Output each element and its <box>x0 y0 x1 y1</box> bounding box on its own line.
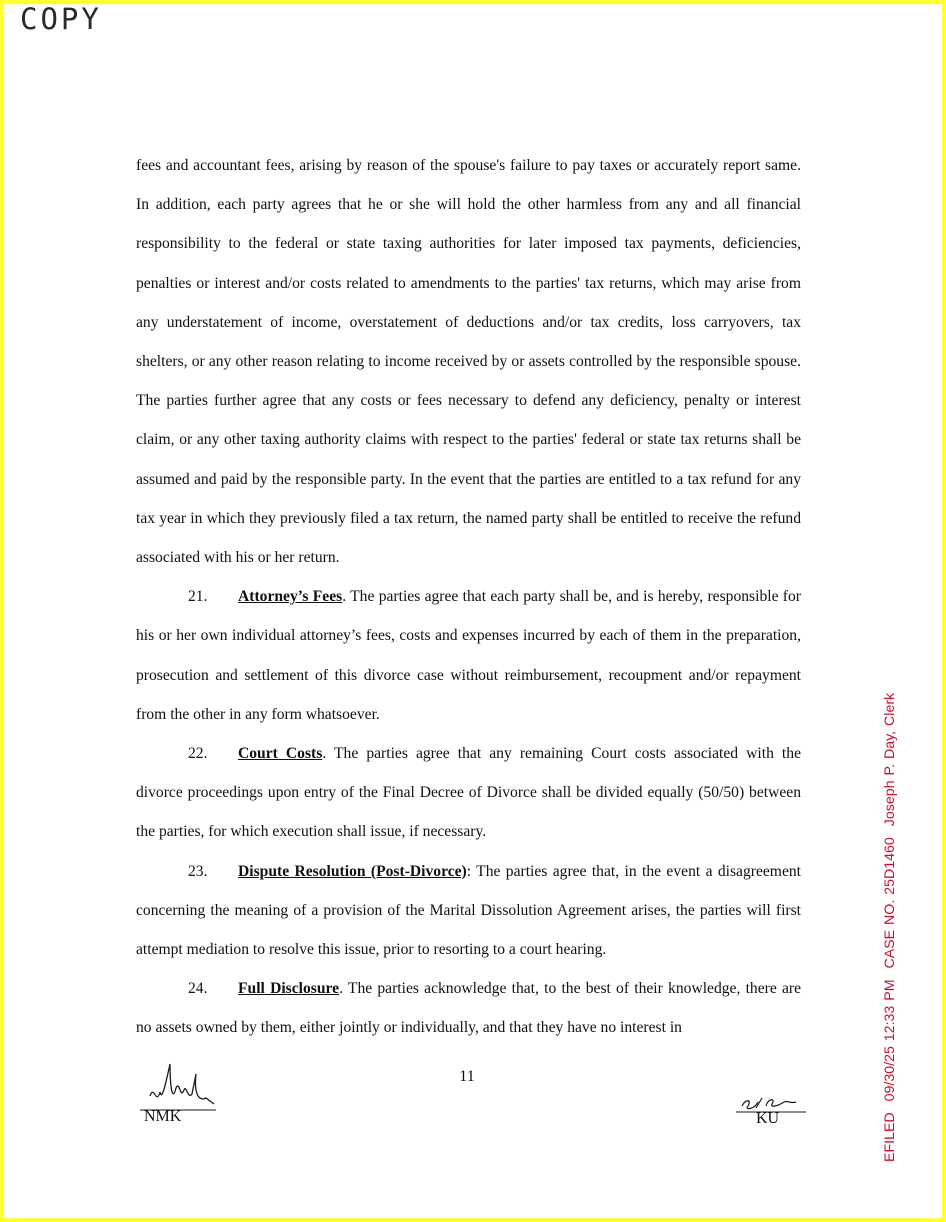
agreement-body <box>136 146 801 1048</box>
efiled-case-number: CASE NO. 25D1460 <box>882 837 898 969</box>
paragraph-23 <box>136 852 801 970</box>
paragraph-24 <box>136 969 801 1047</box>
efiled-stamp <box>882 687 898 1162</box>
efiled-label: EFILED <box>882 1112 898 1162</box>
paragraph-number: 21. <box>188 588 208 606</box>
paragraph-21 <box>136 577 801 734</box>
paragraph-heading: Dispute Resolution (Post-Divorce) <box>238 862 467 880</box>
paragraph-tax-continuation: fees and accountant fees, arising by reason of the spouse's failure to pay taxes or accurately report same. In addition, each party agrees that he or she will hold the other harmless from any and all financial responsibility to the federal or state taxing authorities for later imposed tax payments, deficiencies, penalties or interest and/or costs related to amendments to the parties' tax returns, which may arise from any understatement of income, overstatement of deductions and/or tax credits, loss carryovers, tax shelters, or any other reason relating to income received by or assets controlled by the responsible spouse. The parties further agree that any costs or fees necessary to defend any deficiency, penalty or interest claim, or any other taxing authority claims with respect to the parties' federal or state tax returns shall be assumed and paid by the responsible party. In the event that the parties are entitled to a tax refund for any tax year in which they previously filed a tax return, the named party shall be entitled to receive the refund associated with his or her return. <box>136 157 801 567</box>
paragraph-number: 23. <box>188 862 208 880</box>
paragraph-number: 22. <box>188 745 208 763</box>
paragraph-text: : The parties agree that, in the event a disagreement concerning the meaning of a provision of the Marital Dissolution Agreement arises, the parties will first attempt mediation to resolve this issue, prior to resorting to a court hearing. <box>136 862 801 959</box>
paragraph-number: 24. <box>188 980 208 998</box>
paragraph-heading: Full Disclosure <box>238 980 340 998</box>
page-number: 11 <box>459 1068 475 1085</box>
paragraph-text: . The parties agree that any remaining Court costs associated with the divorce proceedings upon entry of the Final Decree of Divorce shall be divided equally (50/50) between the parties, for which execution shall issue, if necessary. <box>136 745 801 841</box>
document-page <box>4 4 942 1218</box>
paragraph-heading: Attorney’s Fees <box>238 588 343 606</box>
efiled-datetime: 09/30/25 12:33 PM <box>882 979 898 1102</box>
initials-left: NMK <box>144 1108 182 1125</box>
paragraph-text: . The parties agree that each party shall be, and is hereby, responsible for his or her own individual attorney’s fees, costs and expenses incurred by each of them in the preparation, prosecution and settlement of this divorce case without reimbursement, recoupment and/or repayment from the other in any form whatsoever. <box>136 588 801 723</box>
copy-watermark: COPY <box>20 4 102 36</box>
paragraph-22 <box>136 734 801 852</box>
paragraph-heading: Court Costs <box>238 745 323 763</box>
efiled-clerk: Joseph P. Day, Clerk <box>882 692 898 827</box>
initials-right: KU <box>756 1110 780 1127</box>
paragraph-text: . The parties acknowledge that, to the best of their knowledge, there are no assets owned by them, either jointly or individually, and that they have no interest in <box>136 980 801 1037</box>
